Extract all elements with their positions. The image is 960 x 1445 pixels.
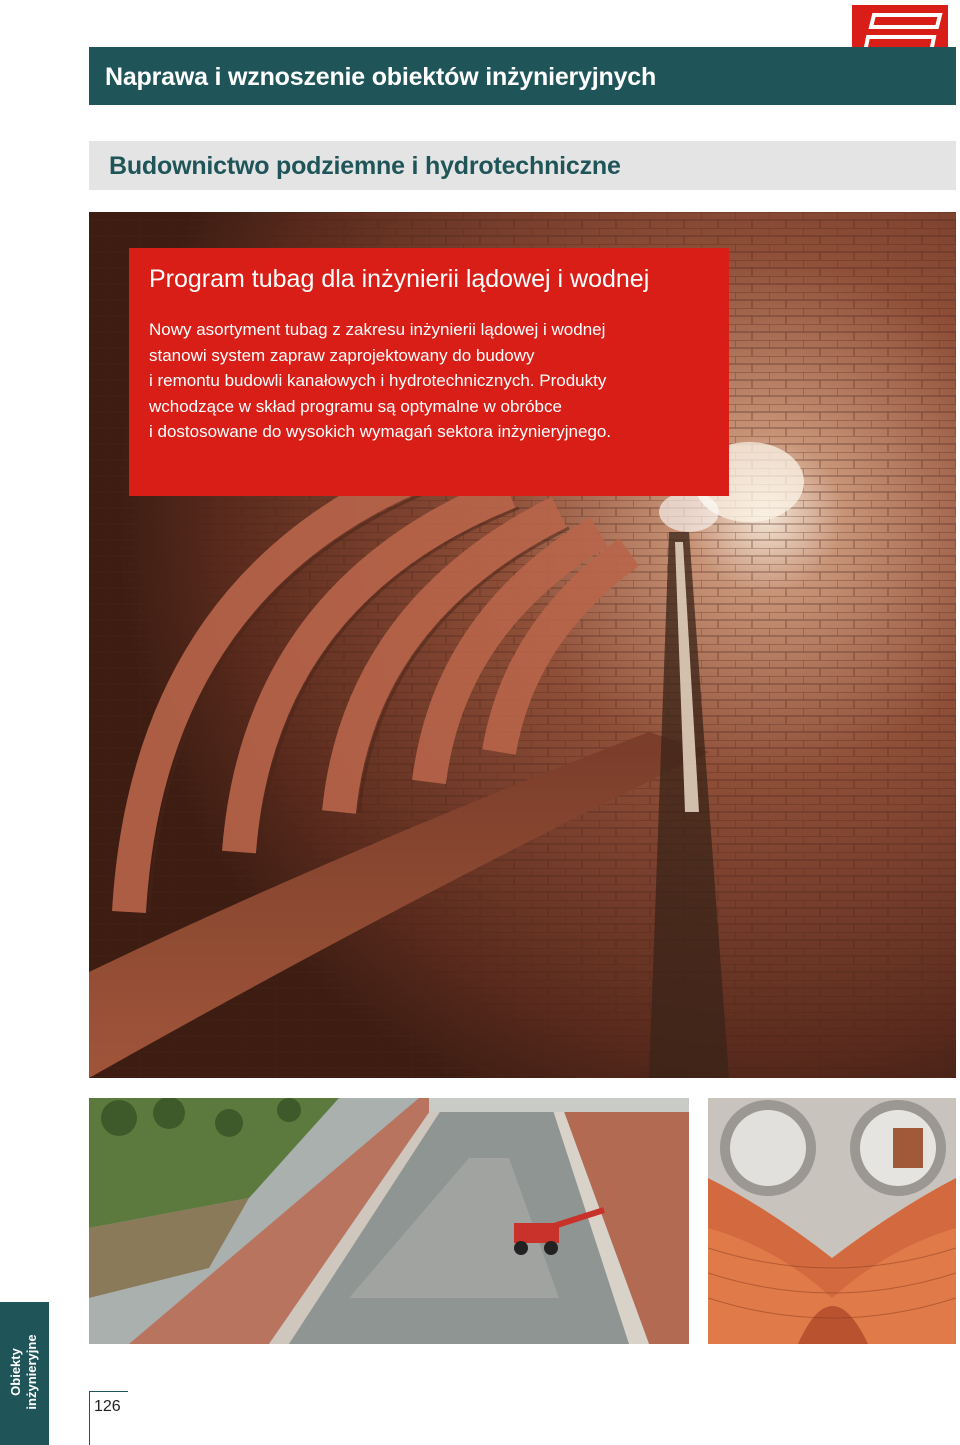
side-tab-line2: inżynieryjne	[24, 1334, 39, 1410]
feature-line: stanowi system zapraw zaprojektowany do budowy	[149, 345, 535, 365]
feature-line: i remontu budowli kanałowych i hydrotechnicznych. Produkty	[149, 371, 607, 390]
canal-construction-photo	[89, 1098, 689, 1344]
feature-line: wchodzące w skład programu są optymalne w obróbce	[149, 396, 562, 416]
page-number: 126	[94, 1398, 121, 1415]
feature-title: Program tubag dla inżynierii lądowej i wodnej	[149, 265, 650, 293]
pipe-chamber-photo	[708, 1098, 956, 1344]
feature-line: i dostosowane do wysokich wymagań sektora inżynieryjnego.	[149, 422, 612, 441]
feature-line: Nowy asortyment tubag z zakresu inżynierii lądowej i wodnej	[149, 320, 606, 339]
side-tab-label	[8, 1334, 40, 1409]
side-tab-line1: Obiekty	[8, 1348, 23, 1396]
feature-description	[149, 317, 709, 445]
page-title: Naprawa i wznoszenie obiektów inżynieryjnych	[105, 63, 657, 91]
feature-box	[129, 248, 729, 496]
section-title: Budownictwo podziemne i hydrotechniczne	[109, 152, 621, 180]
